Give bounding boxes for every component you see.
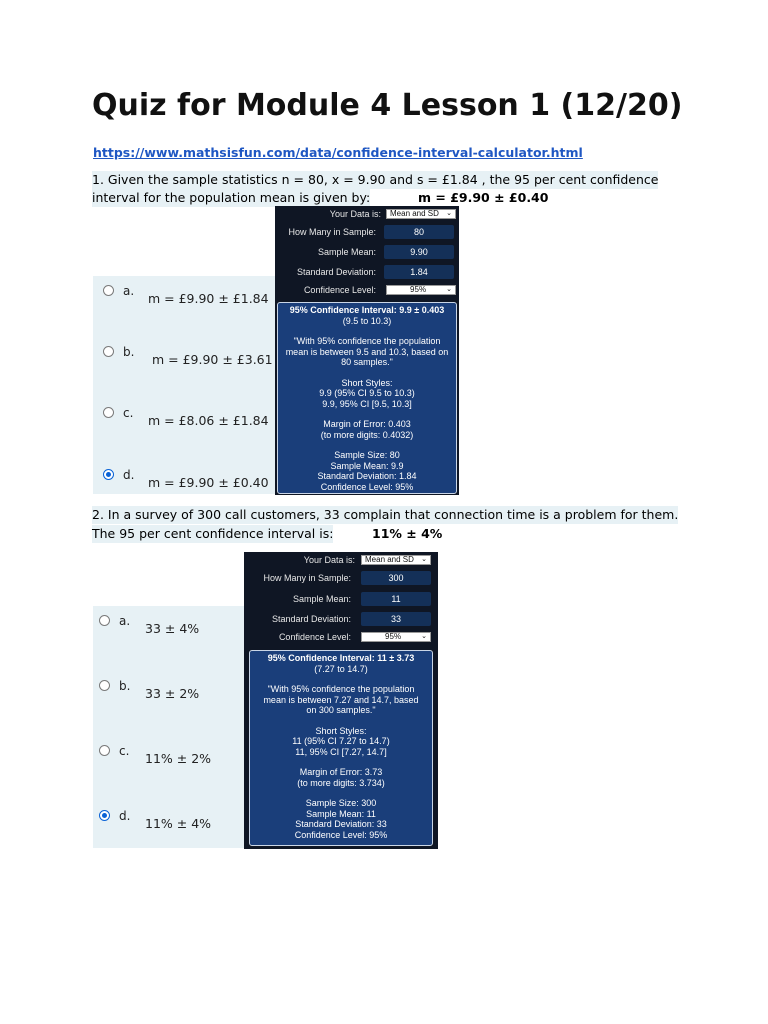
q1-cl-label: Confidence Level: (303, 285, 376, 295)
q1-cl-select[interactable]: 95% ⌄ (386, 285, 456, 295)
q2-result-short-1: 11 (95% CI 7.27 to 14.7) (292, 736, 390, 746)
q2-data-select[interactable]: Mean and SD ⌄ (361, 555, 431, 565)
q2-result-short-2: 11, 95% CI [7.27, 14.7] (295, 746, 387, 757)
question-2-text-line1: 2. In a survey of 300 call customers, 33 complain that connection time is a problem for them. (92, 507, 679, 522)
q1-data-label: Your Data is: (329, 209, 381, 219)
q2-radio-d[interactable] (99, 810, 110, 821)
chevron-down-icon: ⌄ (446, 286, 452, 293)
q2-mean-input[interactable]: 11 (361, 592, 431, 606)
q1-radio-a[interactable] (103, 285, 114, 296)
q2-option-d-letter: d. (119, 809, 131, 823)
page-title: Quiz for Module 4 Lesson 1 (12/20) (92, 88, 683, 123)
q2-result-short-title: Short Styles: (315, 725, 367, 736)
q2-result-quote-1: "With 95% confidence the population (267, 684, 415, 694)
q2-result-moe-digits: (to more digits: 3.734) (297, 777, 385, 788)
q2-radio-b[interactable] (99, 680, 110, 691)
q2-result-sd: Standard Deviation: 33 (295, 819, 387, 829)
q1-result-short-1: 9.9 (95% CI 9.5 to 10.3) (319, 388, 415, 398)
q2-option-b-text: 33 ± 2% (145, 686, 200, 701)
question-1-options-panel (93, 276, 275, 494)
q2-cl-label: Confidence Level: (278, 632, 351, 642)
q1-result-cl: Confidence Level: 95% (320, 481, 414, 492)
q2-calculator (244, 552, 438, 849)
q2-data-label: Your Data is: (303, 555, 355, 565)
q2-result-quote-2: mean is between 7.27 and 14.7, based (263, 694, 419, 705)
q2-option-b-letter: b. (119, 679, 131, 693)
q1-result-range: (9.5 to 10.3) (342, 315, 392, 326)
calculator-link[interactable]: https://www.mathsisfun.com/data/confidence-interval-calculator.html (93, 145, 583, 160)
chevron-down-icon: ⌄ (421, 633, 427, 640)
q1-result-size: Sample Size: 80 (334, 450, 400, 460)
q1-option-a-text: m = £9.90 ± £1.84 (148, 291, 269, 306)
q1-option-a-letter: a. (123, 284, 135, 298)
q1-option-c-letter: c. (123, 406, 134, 420)
q2-option-d[interactable] (99, 809, 239, 833)
q2-radio-c[interactable] (99, 745, 110, 756)
chevron-down-icon: ⌄ (446, 210, 452, 217)
q2-result-size: Sample Size: 300 (305, 798, 377, 808)
q2-result-ci: 95% Confidence Interval: 11 ± 3.73 (267, 653, 415, 663)
q1-radio-d[interactable] (103, 469, 114, 480)
q1-calculator (275, 206, 459, 495)
q1-option-d-text: m = £9.90 ± £0.40 (148, 475, 269, 490)
q2-n-input[interactable]: 300 (361, 571, 431, 585)
q2-option-a-letter: a. (119, 614, 131, 628)
q1-result-moe: Margin of Error: 0.403 (323, 419, 411, 429)
q1-sd-input[interactable]: 1.84 (384, 265, 454, 279)
q2-cl-select[interactable]: 95% ⌄ (361, 632, 431, 642)
q1-n-input[interactable]: 80 (384, 225, 454, 239)
q2-sd-input[interactable]: 33 (361, 612, 431, 626)
question-1-text-line2: interval for the population mean is given by: (92, 190, 371, 205)
q1-result-ci: 95% Confidence Interval: 9.9 ± 0.403 (289, 305, 445, 315)
q2-n-label: How Many in Sample: (263, 573, 351, 583)
q1-result-sd: Standard Deviation: 1.84 (317, 471, 417, 481)
q1-mean-label: Sample Mean: (317, 247, 376, 257)
q1-sd-label: Standard Deviation: (296, 267, 376, 277)
q2-option-a-text: 33 ± 4% (145, 621, 200, 636)
q1-result-quote-3: 80 samples." (341, 357, 393, 367)
q2-option-c-letter: c. (119, 744, 130, 758)
q2-result-panel (249, 650, 433, 846)
q1-result-mean: Sample Mean: 9.9 (330, 460, 404, 471)
q2-radio-a[interactable] (99, 615, 110, 626)
q2-option-d-text: 11% ± 4% (145, 816, 212, 831)
question-2-text-line2: The 95 per cent confidence interval is: (92, 526, 334, 541)
q1-result-quote-1: "With 95% confidence the population (293, 336, 441, 346)
question-1-text-line1: 1. Given the sample statistics n = 80, x = 9.90 and s = £1.84 , the 95 per cent confidence (92, 172, 659, 187)
q1-mean-input[interactable]: 9.90 (384, 245, 454, 259)
q1-option-d-letter: d. (123, 468, 135, 482)
q2-option-b[interactable] (99, 679, 239, 703)
q2-option-c-text: 11% ± 2% (145, 751, 212, 766)
q1-n-label: How Many in Sample: (288, 227, 376, 237)
q1-result-short-2: 9.9, 95% CI [9.5, 10.3] (322, 398, 412, 409)
question-2-answer: 11% ± 4% (372, 526, 443, 541)
q2-result-moe: Margin of Error: 3.73 (299, 767, 383, 777)
q2-result-mean: Sample Mean: 11 (306, 808, 376, 819)
q2-option-a[interactable] (99, 614, 239, 638)
q2-result-quote-3: on 300 samples." (306, 705, 376, 715)
q1-result-moe-digits: (to more digits: 0.4032) (320, 429, 414, 440)
q1-radio-c[interactable] (103, 407, 114, 418)
q1-result-short-title: Short Styles: (341, 377, 393, 388)
q2-result-cl: Confidence Level: 95% (294, 829, 388, 840)
chevron-down-icon: ⌄ (421, 556, 427, 563)
q2-sd-label: Standard Deviation: (271, 614, 351, 624)
q1-radio-b[interactable] (103, 346, 114, 357)
q1-result-quote-2: mean is between 9.5 and 10.3, based on (285, 346, 449, 357)
q2-result-range: (7.27 to 14.7) (314, 663, 368, 674)
q1-result-panel (277, 302, 457, 494)
q2-mean-label: Sample Mean: (292, 594, 351, 604)
q1-option-b-text: m = £9.90 ± £3.61 (152, 352, 273, 367)
q1-option-c-text: m = £8.06 ± £1.84 (148, 413, 269, 428)
question-1-answer: m = £9.90 ± £0.40 (418, 190, 549, 205)
q2-option-c[interactable] (99, 744, 239, 768)
q1-data-select[interactable]: Mean and SD ⌄ (386, 209, 456, 219)
q1-option-b-letter: b. (123, 345, 135, 359)
